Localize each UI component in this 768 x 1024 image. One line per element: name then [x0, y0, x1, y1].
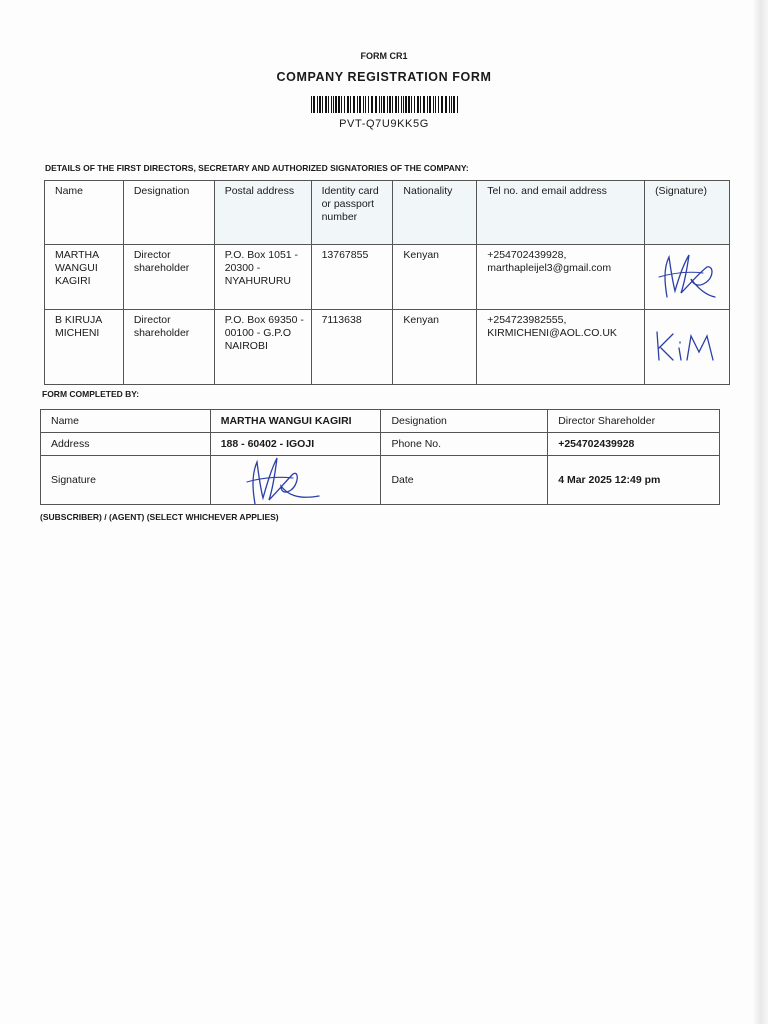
table-row — [41, 410, 720, 433]
barcode-bar — [363, 96, 364, 113]
barcode-bar — [411, 96, 412, 113]
barcode-bar — [401, 96, 402, 113]
director-contact: +254702439928, marthapleijel3@gmail.com — [477, 245, 645, 310]
barcode-bar — [389, 96, 391, 113]
director-nationality: Kenyan — [393, 245, 477, 310]
director-nationality: Kenyan — [393, 310, 477, 385]
barcode-bar — [317, 96, 318, 113]
barcode-image — [310, 96, 461, 113]
table-header-row — [45, 181, 730, 245]
column-header-identity: Identity card or passport number — [311, 181, 393, 245]
barcode-bar — [392, 96, 393, 113]
completed-by-title: FORM COMPLETED BY: — [42, 389, 140, 399]
barcode-bar — [341, 96, 342, 113]
handwritten-signature-image — [651, 326, 721, 366]
barcode-bar — [371, 96, 373, 113]
phone-label: Phone No. — [381, 433, 548, 456]
table-row — [45, 310, 730, 385]
table-row — [41, 433, 720, 456]
barcode-bar — [420, 96, 421, 113]
barcode-bar — [379, 96, 380, 113]
handwritten-signature-image — [653, 247, 723, 303]
registration-reference: PVT-Q7U9KK5G — [339, 118, 429, 130]
barcode-bar — [405, 96, 407, 113]
signature-label: Signature — [41, 456, 211, 505]
barcode-bar — [322, 96, 323, 113]
barcode-bar — [414, 96, 415, 113]
barcode-bar — [451, 96, 452, 113]
directors-section-title: DETAILS OF THE FIRST DIRECTORS, SECRETARY AND AUTHORIZED SIGNATORIES OF THE COMPANY: — [45, 163, 469, 173]
barcode-bar — [347, 96, 349, 113]
barcode-bar — [311, 96, 312, 113]
barcode-bar — [368, 96, 369, 113]
director-id-number: 7113638 — [311, 310, 393, 385]
form-code: FORM CR1 — [360, 51, 408, 61]
barcode-bar — [353, 96, 355, 113]
barcode-bar — [328, 96, 329, 113]
date-label: Date — [381, 456, 548, 505]
table-row — [41, 456, 720, 505]
barcode-bar — [325, 96, 327, 113]
barcode-bar — [383, 96, 385, 113]
barcode-bar — [445, 96, 447, 113]
date-value: 4 Mar 2025 12:49 pm — [548, 456, 720, 505]
director-signature-cell — [645, 310, 730, 385]
column-header-name: Name — [45, 181, 124, 245]
column-header-signature: (Signature) — [645, 181, 730, 245]
barcode-bar — [423, 96, 425, 113]
director-designation: Director shareholder — [123, 310, 214, 385]
barcode-bar — [375, 96, 377, 113]
barcode-bar — [438, 96, 439, 113]
barcode-bar — [427, 96, 428, 113]
barcode-bar — [453, 96, 455, 113]
director-name: MARTHA WANGUI KAGIRI — [45, 245, 124, 310]
paper-edge-shadow — [752, 0, 768, 1024]
directors-table — [44, 180, 730, 385]
barcode-bar — [433, 96, 434, 113]
director-postal-address: P.O. Box 69350 - 00100 - G.P.O NAIROBI — [214, 310, 311, 385]
column-header-postal-address: Postal address — [214, 181, 311, 245]
barcode-bar — [429, 96, 431, 113]
barcode-bar — [335, 96, 337, 113]
completed-by-table — [40, 409, 720, 505]
barcode-bar — [417, 96, 419, 113]
table-row — [45, 245, 730, 310]
address-value: 188 - 60402 - IGOJI — [210, 433, 381, 456]
barcode-bar — [381, 96, 382, 113]
barcode-bar — [435, 96, 436, 113]
designation-value: Director Shareholder — [548, 410, 720, 433]
barcode-bar — [387, 96, 388, 113]
barcode-bar — [457, 96, 458, 113]
subscriber-agent-note: (SUBSCRIBER) / (AGENT) (SELECT WHICHEVER APPLIES) — [40, 512, 279, 522]
barcode-bar — [313, 96, 315, 113]
barcode-bar — [331, 96, 332, 113]
designation-label: Designation — [381, 410, 548, 433]
director-designation: Director shareholder — [123, 245, 214, 310]
barcode-bar — [408, 96, 410, 113]
barcode-bar — [333, 96, 334, 113]
name-value: MARTHA WANGUI KAGIRI — [210, 410, 381, 433]
address-label: Address — [41, 433, 211, 456]
column-header-nationality: Nationality — [393, 181, 477, 245]
form-title: COMPANY REGISTRATION FORM — [276, 70, 492, 84]
name-label: Name — [41, 410, 211, 433]
barcode-bar — [398, 96, 399, 113]
barcode-bar — [319, 96, 321, 113]
column-header-designation: Designation — [123, 181, 214, 245]
handwritten-signature-image — [241, 450, 331, 508]
director-signature-cell — [645, 245, 730, 310]
director-postal-address: P.O. Box 1051 - 20300 - NYAHURURU — [214, 245, 311, 310]
barcode-bar — [403, 96, 404, 113]
barcode-bar — [350, 96, 351, 113]
director-id-number: 13767855 — [311, 245, 393, 310]
barcode-bar — [357, 96, 358, 113]
column-header-contact: Tel no. and email address — [477, 181, 645, 245]
barcode-bar — [344, 96, 345, 113]
barcode-bar — [359, 96, 361, 113]
signature-cell — [210, 456, 381, 505]
barcode-bar — [365, 96, 366, 113]
barcode-bar — [449, 96, 450, 113]
barcode-bar — [395, 96, 397, 113]
director-name: B KIRUJA MICHENI — [45, 310, 124, 385]
barcode-bar — [441, 96, 443, 113]
barcode-bar — [338, 96, 340, 113]
director-contact: +254723982555, KIRMICHENI@AOL.CO.UK — [477, 310, 645, 385]
phone-value: +254702439928 — [548, 433, 720, 456]
